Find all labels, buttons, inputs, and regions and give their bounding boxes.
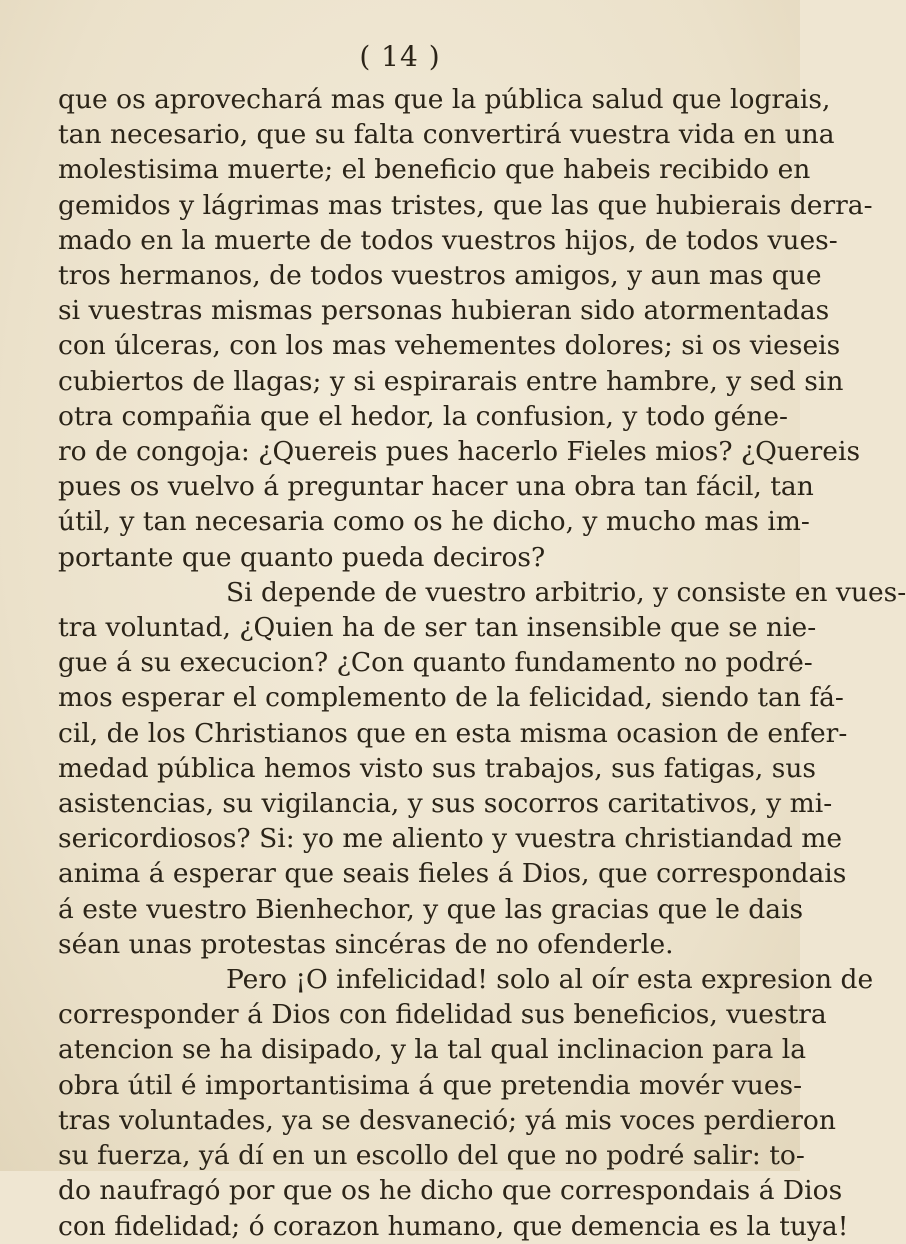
paragraph-p3 xyxy=(58,962,874,1244)
text-line: asistencias, su vigilancia, y sus socorros caritativos, y mi- xyxy=(58,788,833,820)
text-line: otra compañia que el hedor, la confusion, y todo géne- xyxy=(58,400,789,432)
text-line: tros hermanos, de todos vuestros amigos, y aun mas que xyxy=(58,260,822,292)
text-line: Pero ¡O infelicidad! solo al oír esta expresion de xyxy=(226,964,874,996)
paragraph-p2 xyxy=(58,575,906,962)
text-line: gemidos y lágrimas mas tristes, que las que hubierais derra- xyxy=(58,189,873,221)
text-line: que os aprovechará mas que la pública salud que lograis, xyxy=(58,84,831,115)
text-block xyxy=(58,82,906,1244)
text-line: medad pública hemos visto sus trabajos, sus fatigas, sus xyxy=(58,752,816,784)
text-line: con fidelidad; ó corazon humano, que demencia es la tuya! xyxy=(58,1210,849,1242)
text-line: sericordiosos? Si: yo me aliento y vuestra christiandad me xyxy=(58,823,843,855)
text-line: ro de congoja: ¿Quereis pues hacerlo Fieles mios? ¿Quereis xyxy=(58,436,861,468)
text-line: corresponder á Dios con fidelidad sus beneficios, vuestra xyxy=(58,999,827,1031)
text-line: portante que quanto pueda deciros? xyxy=(58,541,546,573)
text-line: útil, y tan necesaria como os he dicho, y mucho mas im- xyxy=(58,506,810,538)
text-line: Si depende de vuestro arbitrio, y consiste en vues- xyxy=(226,576,906,608)
page-number: ( 14 ) xyxy=(359,40,441,73)
paragraph-p1 xyxy=(58,82,873,575)
text-line: á este vuestro Bienhechor, y que las gracias que le dais xyxy=(58,893,804,925)
text-line: molestisima muerte; el beneficio que habeis recibido en xyxy=(58,154,811,186)
text-line: pues os vuelvo á preguntar hacer una obra tan fácil, tan xyxy=(58,471,814,503)
text-line: mos esperar el complemento de la felicidad, siendo tan fá- xyxy=(58,682,844,714)
text-line: gue á su execucion? ¿Con quanto fundamento no podré- xyxy=(58,647,813,679)
text-line: atencion se ha disipado, y la tal qual inclinacion para la xyxy=(58,1034,807,1066)
text-line: tras voluntades, ya se desvaneció; yá mis voces perdieron xyxy=(58,1104,836,1136)
text-line: séan unas protestas sincéras de no ofenderle. xyxy=(58,928,674,960)
text-line: tra voluntad, ¿Quien ha de ser tan insensible que se nie- xyxy=(58,612,817,644)
text-line: do naufragó por que os he dicho que correspondais á Dios xyxy=(58,1175,843,1207)
text-line: su fuerza, yá dí en un escollo del que no podré salir: to- xyxy=(58,1140,805,1172)
text-line: cil, de los Christianos que en esta misma ocasion de enfer- xyxy=(58,717,848,749)
text-line: anima á esperar que seais fieles á Dios, que correspondais xyxy=(58,858,847,890)
text-line: si vuestras mismas personas hubieran sido atormentadas xyxy=(58,295,830,327)
text-line: cubiertos de llagas; y si espirarais entre hambre, y sed sin xyxy=(58,365,844,397)
text-line: obra útil é importantisima á que pretendia movér vues- xyxy=(58,1069,803,1101)
text-line: con úlceras, con los mas vehementes dolores; si os vieseis xyxy=(58,330,841,362)
text-line: mado en la muerte de todos vuestros hijos, de todos vues- xyxy=(58,224,838,256)
text-line: tan necesario, que su falta convertirá vuestra vida en una xyxy=(58,119,835,151)
